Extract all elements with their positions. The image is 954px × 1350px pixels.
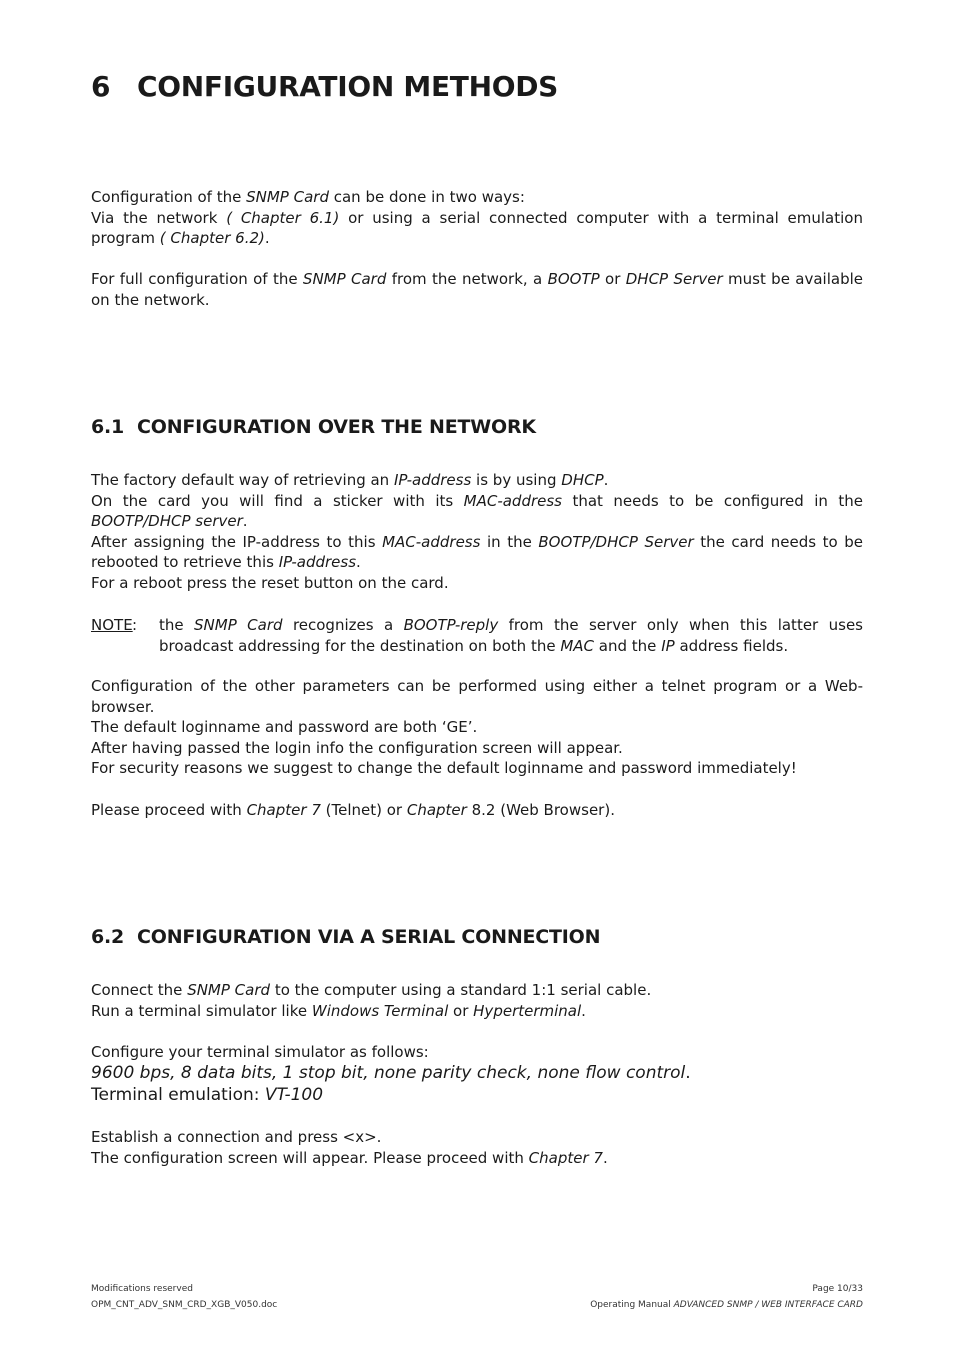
s2-line-1: Connect the SNMP Card to the computer using a standard 1:1 serial cable. [91,981,652,999]
s1-line-2: On the card you will find a sticker with its MAC-address that needs to be configured in the BOOTP/DHCP server. [91,491,864,531]
config-line-2: The default loginname and password are both ‘GE’. [91,718,478,737]
page-footer [91,1284,863,1316]
intro-line-3: For full configuration of the SNMP Card from the network, a BOOTP or DHCP Server must be available on the network. [91,270,863,309]
s2-line-4: Establish a connection and press <x>. [91,1127,382,1146]
footer-filename: OPM_CNT_ADV_SNM_CRD_XGB_V050.doc [91,1300,278,1310]
s1-line-1: The factory default way of retrieving an IP-address is by using DHCP. [91,471,609,489]
section-6-2-heading: 6.2 CONFIGURATION VIA A SERIAL CONNECTION [91,926,601,948]
footer-page-number: Page 10/33 [812,1284,863,1294]
config-line-1: Configuration of the other parameters can be performed using either a telnet program or a Web-browser. [91,677,863,716]
s2-line-2: Run a terminal simulator like Windows Terminal or Hyperterminal. [91,1001,586,1020]
footer-modifications: Modifications reserved [91,1284,193,1294]
s1-line-4: For a reboot press the reset button on the card. [91,573,449,592]
note-block: NOTE : the SNMP Card recognizes a BOOTP-reply from the server only when this latter uses broadcast addressing for the destination on both the MAC and the IP address fields. [91,616,863,655]
intro-text [91,187,863,311]
note-label: NOTE [91,616,133,634]
chapter-title: CONFIGURATION METHODS [137,70,559,103]
footer-manual-title: Operating Manual ADVANCED SNMP / WEB INTERFACE CARD [590,1300,863,1310]
chapter-number: 6 [91,70,111,103]
section-6-1-heading: 6.1 CONFIGURATION OVER THE NETWORK [91,416,536,438]
section-6-2-text [91,980,863,1168]
config-line-3: After having passed the login info the configuration screen will appear. [91,738,623,757]
proceed-line: Please proceed with Chapter 7 (Telnet) or Chapter 8.2 (Web Browser). [91,800,615,819]
intro-line-2: Via the network ( Chapter 6.1) or using a serial connected computer with a terminal emulation program ( Chapter 6.2). [91,208,863,248]
section-6-1-text [91,470,863,594]
config-text [91,676,863,820]
s2-line-5: The configuration screen will appear. Please proceed with Chapter 7. [91,1148,608,1167]
terminal-settings: 9600 bps, 8 data bits, 1 stop bit, none parity check, none flow control. [91,1063,691,1084]
chapter-heading [91,70,558,103]
s2-line-3: Configure your terminal simulator as follows: [91,1042,429,1061]
intro-line-1: Configuration of the SNMP Card can be done in two ways: [91,188,525,206]
config-line-4: For security reasons we suggest to change the default loginname and password immediately! [91,759,797,778]
terminal-emulation: Terminal emulation: VT-100 [91,1085,324,1106]
note-body: the SNMP Card recognizes a BOOTP-reply from the server only when this latter uses broadcast addressing for the destination on both the MAC and the IP address fields. [159,616,863,655]
s1-line-3: After assigning the IP-address to this MAC-address in the BOOTP/DHCP Server the card needs to be rebooted to retrieve this IP-address. [91,532,863,572]
